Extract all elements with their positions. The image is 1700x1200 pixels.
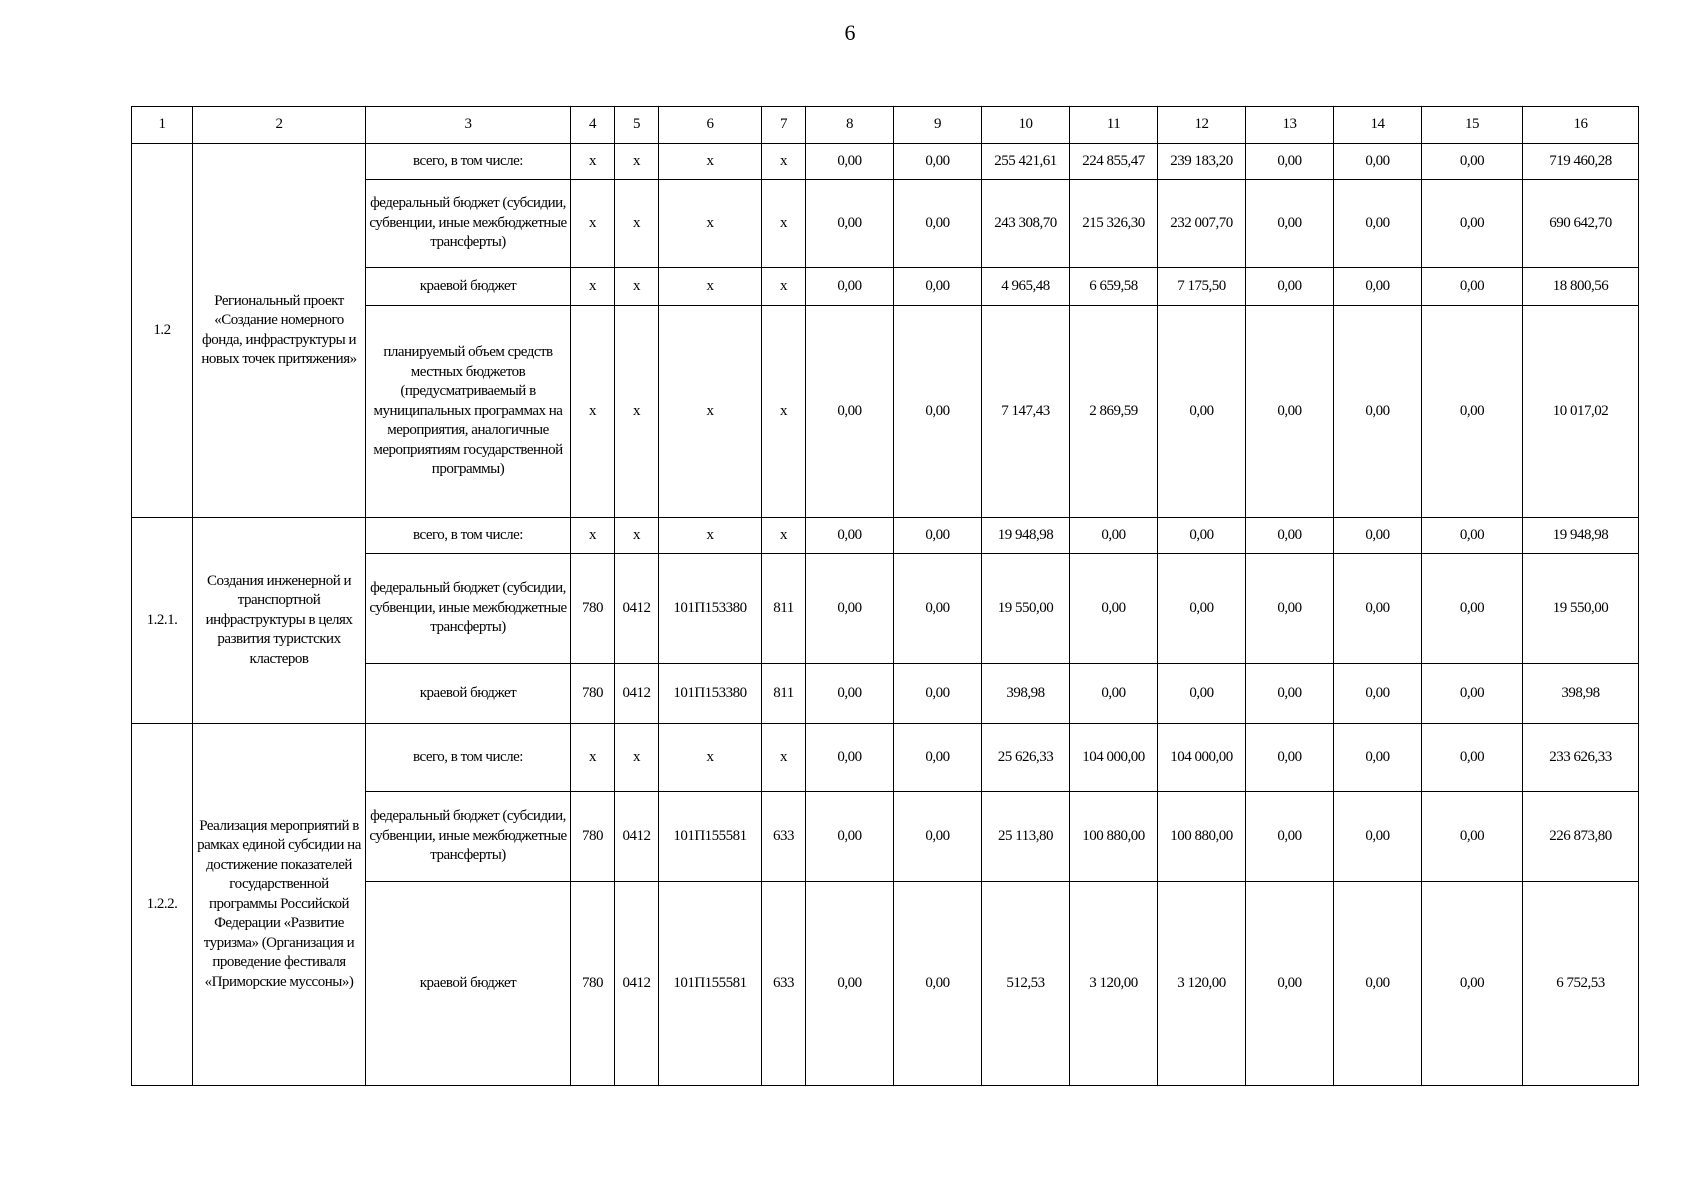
table-row (132, 518, 1639, 554)
year-value: 0,00 (1158, 518, 1246, 554)
year-value: 3 120,00 (1158, 882, 1246, 1086)
year-value: 104 000,00 (1070, 724, 1158, 792)
target-article-code: 101П153380 (659, 664, 762, 724)
year-value: 0,00 (1422, 180, 1523, 268)
total-value: 690 642,70 (1523, 180, 1639, 268)
year-value: 0,00 (806, 882, 894, 1086)
measure-name: Реализация мероприятий в рамках единой субсидии на достижение показателей государственной программы Российской Федерации «Развитие туризма» (Организация и проведение фестиваля «Приморские муссоны») (193, 724, 366, 1086)
year-value: 19 948,98 (982, 518, 1070, 554)
year-value: 0,00 (806, 724, 894, 792)
year-value: 0,00 (894, 792, 982, 882)
funding-source: федеральный бюджет (субсидии, субвенции, иные межбюджетные трансферты) (366, 554, 571, 664)
funding-source: планируемый объем средств местных бюджетов (предусматриваемый в муниципальных программах на мероприятия, аналогичные мероприятиям государственной программы) (366, 306, 571, 518)
section-code: 0412 (615, 882, 659, 1086)
year-value: 0,00 (806, 268, 894, 306)
year-value: 255 421,61 (982, 144, 1070, 180)
year-value: 0,00 (806, 792, 894, 882)
year-value: 7 175,50 (1158, 268, 1246, 306)
target-article-code: x (659, 268, 762, 306)
total-value: 6 752,53 (1523, 882, 1639, 1086)
year-value: 2 869,59 (1070, 306, 1158, 518)
funding-source: федеральный бюджет (субсидии, субвенции, иные межбюджетные трансферты) (366, 180, 571, 268)
funding-source: федеральный бюджет (субсидии, субвенции, иные межбюджетные трансферты) (366, 792, 571, 882)
column-header-1: 1 (132, 107, 193, 144)
page-number: 6 (844, 20, 856, 45)
year-value: 224 855,47 (1070, 144, 1158, 180)
column-header-16: 16 (1523, 107, 1639, 144)
column-header-5: 5 (615, 107, 659, 144)
table-row (132, 724, 1639, 792)
expense-type-code: x (762, 180, 806, 268)
funding-source: всего, в том числе: (366, 724, 571, 792)
year-value: 512,53 (982, 882, 1070, 1086)
target-article-code: 101П155581 (659, 882, 762, 1086)
target-article-code: x (659, 306, 762, 518)
year-value: 0,00 (806, 518, 894, 554)
year-value: 0,00 (806, 664, 894, 724)
year-value: 0,00 (1334, 268, 1422, 306)
year-value: 7 147,43 (982, 306, 1070, 518)
year-value: 0,00 (1158, 664, 1246, 724)
year-value: 0,00 (1246, 268, 1334, 306)
expense-type-code: x (762, 268, 806, 306)
expense-type-code: x (762, 144, 806, 180)
section-code: x (615, 724, 659, 792)
year-value: 0,00 (1070, 664, 1158, 724)
section-code: x (615, 518, 659, 554)
section-code: x (615, 144, 659, 180)
column-header-14: 14 (1334, 107, 1422, 144)
year-value: 398,98 (982, 664, 1070, 724)
measure-name: Создания инженерной и транспортной инфраструктуры в целях развития туристских кластеров (193, 518, 366, 724)
year-value: 0,00 (894, 180, 982, 268)
year-value: 0,00 (894, 724, 982, 792)
section-code: 0412 (615, 792, 659, 882)
year-value: 0,00 (894, 144, 982, 180)
year-value: 0,00 (1246, 180, 1334, 268)
grbs-code: 780 (571, 554, 615, 664)
grbs-code: x (571, 724, 615, 792)
target-article-code: x (659, 144, 762, 180)
grbs-code: x (571, 306, 615, 518)
column-header-10: 10 (982, 107, 1070, 144)
funding-source: всего, в том числе: (366, 144, 571, 180)
year-value: 100 880,00 (1158, 792, 1246, 882)
year-value: 0,00 (1334, 882, 1422, 1086)
expense-type-code: x (762, 724, 806, 792)
row-number: 1.2 (132, 144, 193, 518)
target-article-code: x (659, 724, 762, 792)
year-value: 243 308,70 (982, 180, 1070, 268)
total-value: 18 800,56 (1523, 268, 1639, 306)
expense-type-code: 811 (762, 554, 806, 664)
year-value: 0,00 (1246, 554, 1334, 664)
grbs-code: 780 (571, 792, 615, 882)
total-value: 10 017,02 (1523, 306, 1639, 518)
year-value: 0,00 (1422, 882, 1523, 1086)
year-value: 0,00 (806, 554, 894, 664)
column-header-7: 7 (762, 107, 806, 144)
year-value: 239 183,20 (1158, 144, 1246, 180)
grbs-code: x (571, 180, 615, 268)
target-article-code: x (659, 518, 762, 554)
grbs-code: x (571, 144, 615, 180)
table-body (132, 144, 1639, 1086)
year-value: 4 965,48 (982, 268, 1070, 306)
expense-type-code: 633 (762, 882, 806, 1086)
year-value: 0,00 (1246, 792, 1334, 882)
year-value: 0,00 (1422, 268, 1523, 306)
total-value: 19 550,00 (1523, 554, 1639, 664)
year-value: 0,00 (1334, 792, 1422, 882)
column-header-3: 3 (366, 107, 571, 144)
year-value: 0,00 (1334, 518, 1422, 554)
table-header (132, 107, 1639, 144)
grbs-code: x (571, 518, 615, 554)
total-value: 226 873,80 (1523, 792, 1639, 882)
expense-type-code: 633 (762, 792, 806, 882)
row-number: 1.2.2. (132, 724, 193, 1086)
section-code: x (615, 306, 659, 518)
header-row (132, 107, 1639, 144)
column-header-2: 2 (193, 107, 366, 144)
year-value: 0,00 (894, 518, 982, 554)
funding-source: краевой бюджет (366, 268, 571, 306)
grbs-code: 780 (571, 882, 615, 1086)
year-value: 0,00 (806, 144, 894, 180)
year-value: 0,00 (1246, 664, 1334, 724)
year-value: 0,00 (1334, 306, 1422, 518)
year-value: 0,00 (1422, 792, 1523, 882)
funding-source: краевой бюджет (366, 882, 571, 1086)
section-code: 0412 (615, 664, 659, 724)
column-header-8: 8 (806, 107, 894, 144)
year-value: 0,00 (1422, 144, 1523, 180)
column-header-11: 11 (1070, 107, 1158, 144)
year-value: 0,00 (894, 882, 982, 1086)
year-value: 0,00 (894, 664, 982, 724)
year-value: 0,00 (1422, 554, 1523, 664)
year-value: 25 113,80 (982, 792, 1070, 882)
year-value: 0,00 (1070, 518, 1158, 554)
total-value: 398,98 (1523, 664, 1639, 724)
year-value: 100 880,00 (1070, 792, 1158, 882)
section-code: 0412 (615, 554, 659, 664)
year-value: 0,00 (1158, 306, 1246, 518)
year-value: 0,00 (1246, 518, 1334, 554)
year-value: 19 550,00 (982, 554, 1070, 664)
total-value: 19 948,98 (1523, 518, 1639, 554)
year-value: 0,00 (1334, 724, 1422, 792)
year-value: 0,00 (894, 268, 982, 306)
year-value: 0,00 (1422, 724, 1523, 792)
funding-source: краевой бюджет (366, 664, 571, 724)
year-value: 0,00 (1158, 554, 1246, 664)
year-value: 0,00 (1334, 180, 1422, 268)
year-value: 232 007,70 (1158, 180, 1246, 268)
year-value: 0,00 (894, 306, 982, 518)
year-value: 0,00 (1422, 518, 1523, 554)
target-article-code: 101П153380 (659, 554, 762, 664)
column-header-9: 9 (894, 107, 982, 144)
year-value: 0,00 (1334, 664, 1422, 724)
table-row (132, 144, 1639, 180)
year-value: 0,00 (1246, 882, 1334, 1086)
year-value: 0,00 (1334, 144, 1422, 180)
expense-type-code: x (762, 518, 806, 554)
year-value: 0,00 (1334, 554, 1422, 664)
column-header-6: 6 (659, 107, 762, 144)
column-header-13: 13 (1246, 107, 1334, 144)
funding-source: всего, в том числе: (366, 518, 571, 554)
year-value: 0,00 (1422, 664, 1523, 724)
target-article-code: 101П155581 (659, 792, 762, 882)
section-code: x (615, 268, 659, 306)
total-value: 233 626,33 (1523, 724, 1639, 792)
year-value: 25 626,33 (982, 724, 1070, 792)
year-value: 0,00 (1246, 144, 1334, 180)
total-value: 719 460,28 (1523, 144, 1639, 180)
target-article-code: x (659, 180, 762, 268)
year-value: 0,00 (1246, 724, 1334, 792)
year-value: 0,00 (806, 306, 894, 518)
expense-type-code: x (762, 306, 806, 518)
measure-name: Региональный проект «Создание номерного фонда, инфраструктуры и новых точек притяжения» (193, 144, 366, 518)
year-value: 6 659,58 (1070, 268, 1158, 306)
year-value: 3 120,00 (1070, 882, 1158, 1086)
year-value: 215 326,30 (1070, 180, 1158, 268)
year-value: 0,00 (806, 180, 894, 268)
column-header-15: 15 (1422, 107, 1523, 144)
year-value: 104 000,00 (1158, 724, 1246, 792)
column-header-12: 12 (1158, 107, 1246, 144)
year-value: 0,00 (1422, 306, 1523, 518)
expense-type-code: 811 (762, 664, 806, 724)
year-value: 0,00 (894, 554, 982, 664)
grbs-code: 780 (571, 664, 615, 724)
row-number: 1.2.1. (132, 518, 193, 724)
year-value: 0,00 (1246, 306, 1334, 518)
column-header-4: 4 (571, 107, 615, 144)
year-value: 0,00 (1070, 554, 1158, 664)
section-code: x (615, 180, 659, 268)
grbs-code: x (571, 268, 615, 306)
budget-table (131, 106, 1639, 1086)
